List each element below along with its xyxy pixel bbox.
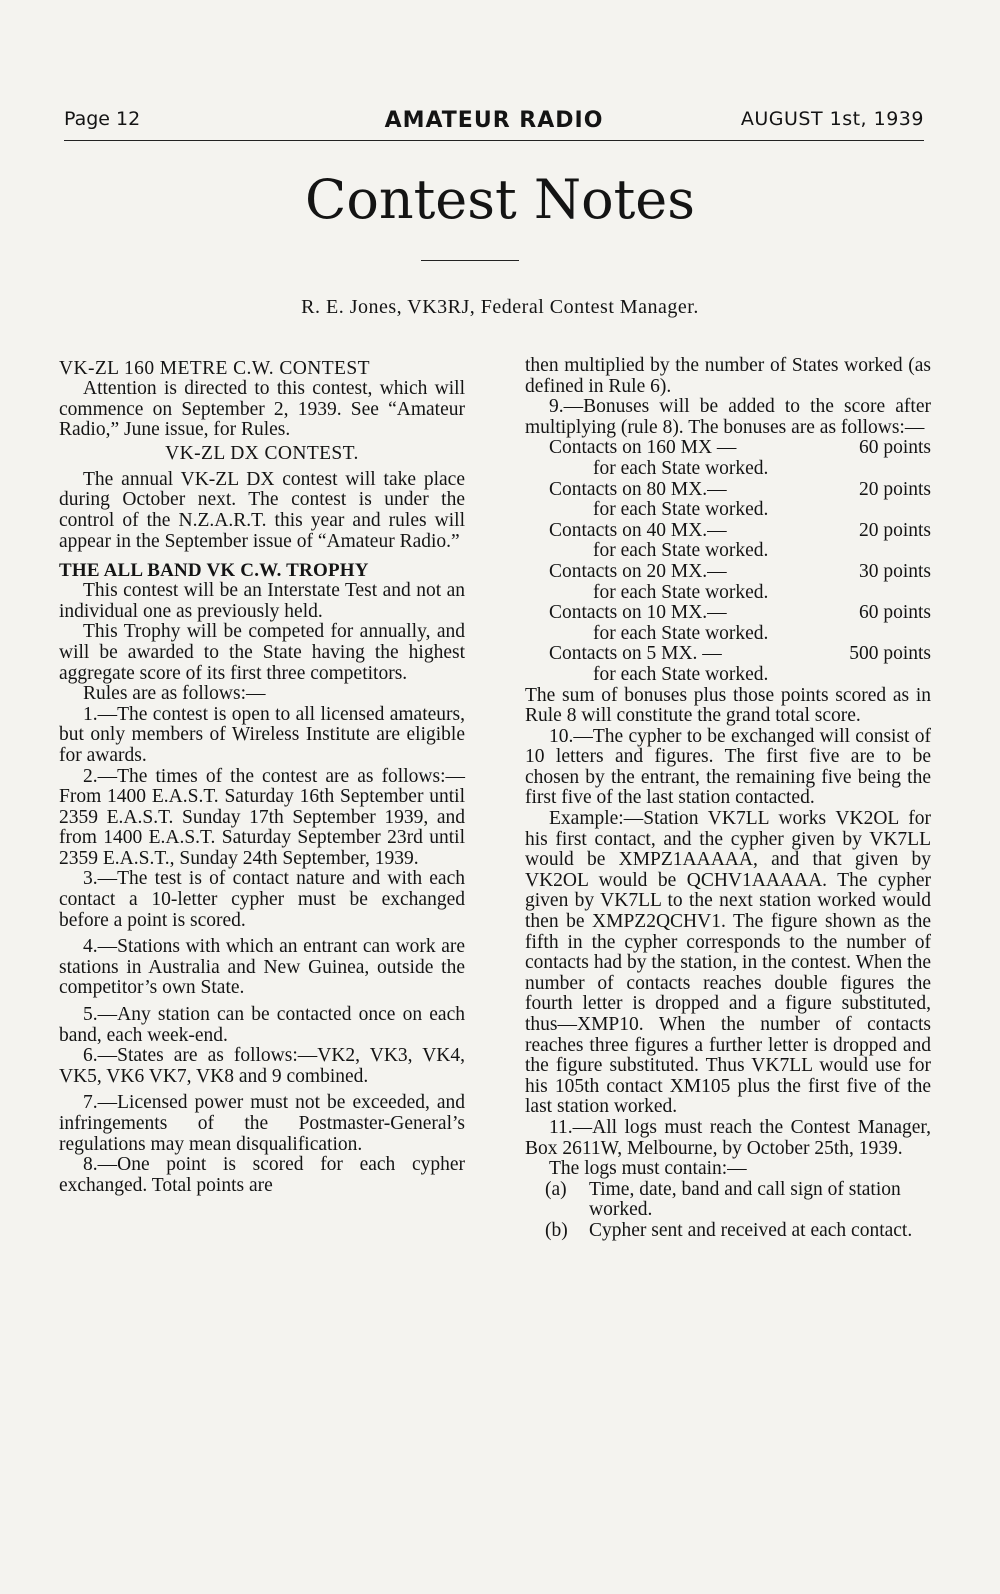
rule-7: 7.—Licensed power must not be exceeded, and infringements of the Postmaster-General’s regulations may mean disqualification. [59,1092,465,1155]
bonus-item [525,521,931,562]
rule-1: 1.—The contest is open to all licensed amateurs, but only members of Wireless Institute are eligible for awards. [59,703,465,766]
bonus-points: 20 points [858,478,931,500]
paragraph: The sum of bonuses plus those points scored as in Rule 8 will constitute the grand total score. [525,684,931,727]
bonus-suffix: for each State worked. [593,663,769,685]
section-heading-dx: VK-ZL DX CONTEST. [165,442,359,464]
log-requirement [525,1221,931,1242]
rule-4: 4.—Stations with which an entrant can work are stations in Australia and New Guinea, outside the competitor’s own State. [59,936,465,999]
section-heading-160m: VK-ZL 160 METRE C.W. CONTEST [59,358,370,379]
bonus-item [525,562,931,603]
bonus-suffix: for each State worked. [593,499,769,521]
logs-intro: The logs must contain:— [549,1158,747,1180]
title-divider [421,260,519,261]
paragraph: This Trophy will be competed for annually, and will be awarded to the State having the highest aggregate score of its first three competitors. [59,621,465,684]
rule-9: 9.—Bonuses will be added to the score after multiplying (rule 8). The bonuses are as follows:— [525,396,931,438]
bonus-band: Contacts on 80 MX.— [549,478,727,500]
bonus-points: 30 points [858,560,931,582]
bonus-band: Contacts on 10 MX.— [549,602,727,624]
rule-6: 6.—States are as follows:—VK2, VK3, VK4, VK5, VK6 VK7, VK8 and 9 combined. [59,1045,465,1087]
bonus-points: 20 points [858,519,931,541]
page-header [64,108,924,141]
bonus-item [525,603,931,644]
bonus-band: Contacts on 20 MX.— [549,560,727,582]
bonus-suffix: for each State worked. [593,581,769,603]
bonus-band: Contacts on 40 MX.— [549,519,727,541]
bonus-band: Contacts on 5 MX. — [549,643,722,665]
right-column [525,356,931,1242]
rule-8-continued: then multiplied by the number of States worked (as defined in Rule 6). [525,355,931,397]
log-requirement [525,1180,931,1221]
bonus-item [525,644,931,685]
cypher-example: Example:—Station VK7LL works VK2OL for his first contact, and the cypher given by VK7LL would be XMPZ1AAAAA, and that given by VK2OL would be QCHV1AAAAA. The cypher given by VK7LL to the next station worked would then be XMPZ2QCHV1. The figure shown as the fifth in the cypher corresponds to the number of contacts had by the station, in the contest. When the number of contacts reaches double figures the fourth letter is dropped and a figure substituted, thus—XMP10. When the number of contacts reaches three figures a further letter is dropped and the figure substituted. Thus VK7LL would use for his 105th contact XM105 plus the first five of the last station worked. [525,808,931,1118]
paragraph: The annual VK-ZL DX contest will take place during October next. The contest is under the control of the N.Z.A.R.T. this year and rules will appear in the September issue of “Amateur Radio.” [59,468,465,552]
publication-name: AMATEUR RADIO [384,108,604,133]
article-title: Contest Notes [305,168,695,231]
item-text: Time, date, band and call sign of station worked. [589,1178,901,1221]
byline: R. E. Jones, VK3RJ, Federal Contest Manager. [301,296,699,318]
paragraph: This contest will be an Interstate Test and not an individual one as previously held. [59,580,465,622]
paragraph: Rules are as follows:— [83,683,266,705]
bonus-item [525,438,931,479]
rule-11: 11.—All logs must reach the Contest Manager, Box 2611W, Melbourne, by October 25th, 1939. [525,1116,931,1159]
rule-5: 5.—Any station can be contacted once on each band, each week-end. [59,1004,465,1046]
bonus-points: 500 points [849,643,931,665]
item-label: (a) [545,1178,567,1200]
issue-date: AUGUST 1st, 1939 [740,108,924,130]
rule-10: 10.—The cypher to be exchanged will consist of 10 letters and figures. The first five are to be chosen by the entrant, the remaining five being the first five of the last station contacted. [525,725,931,809]
bonus-item [525,480,931,521]
bonus-suffix: for each State worked. [593,457,769,479]
bonus-band: Contacts on 160 MX — [549,437,737,459]
bonus-points: 60 points [858,602,931,624]
item-text: Cypher sent and received at each contact. [589,1219,913,1241]
page-number: Page 12 [64,108,141,130]
bonus-suffix: for each State worked. [593,622,769,644]
bonus-suffix: for each State worked. [593,540,769,562]
section-heading-trophy: THE ALL BAND VK C.W. TROPHY [59,560,369,582]
rule-2: 2.—The times of the contest are as follows:— From 1400 E.A.S.T. Saturday 16th September until 2359 E.A.S.T. Sunday 17th September 1939, and from 1400 E.A.S.T. Saturday September 23rd until 2359 E.A.S.T., Sunday 24th September, 1939. [59,765,465,869]
rule-3: 3.—The test is of contact nature and with each contact a 10-letter cypher must be exchanged before a point is scored. [59,868,465,931]
bonus-points: 60 points [858,437,931,459]
rule-8: 8.—One point is scored for each cypher exchanged. Total points are [59,1154,465,1196]
paragraph: Attention is directed to this contest, which will commence on September 2, 1939. See “Amateur Radio,” June issue, for Rules. [59,378,465,441]
left-column [59,356,465,1196]
item-label: (b) [545,1219,568,1241]
